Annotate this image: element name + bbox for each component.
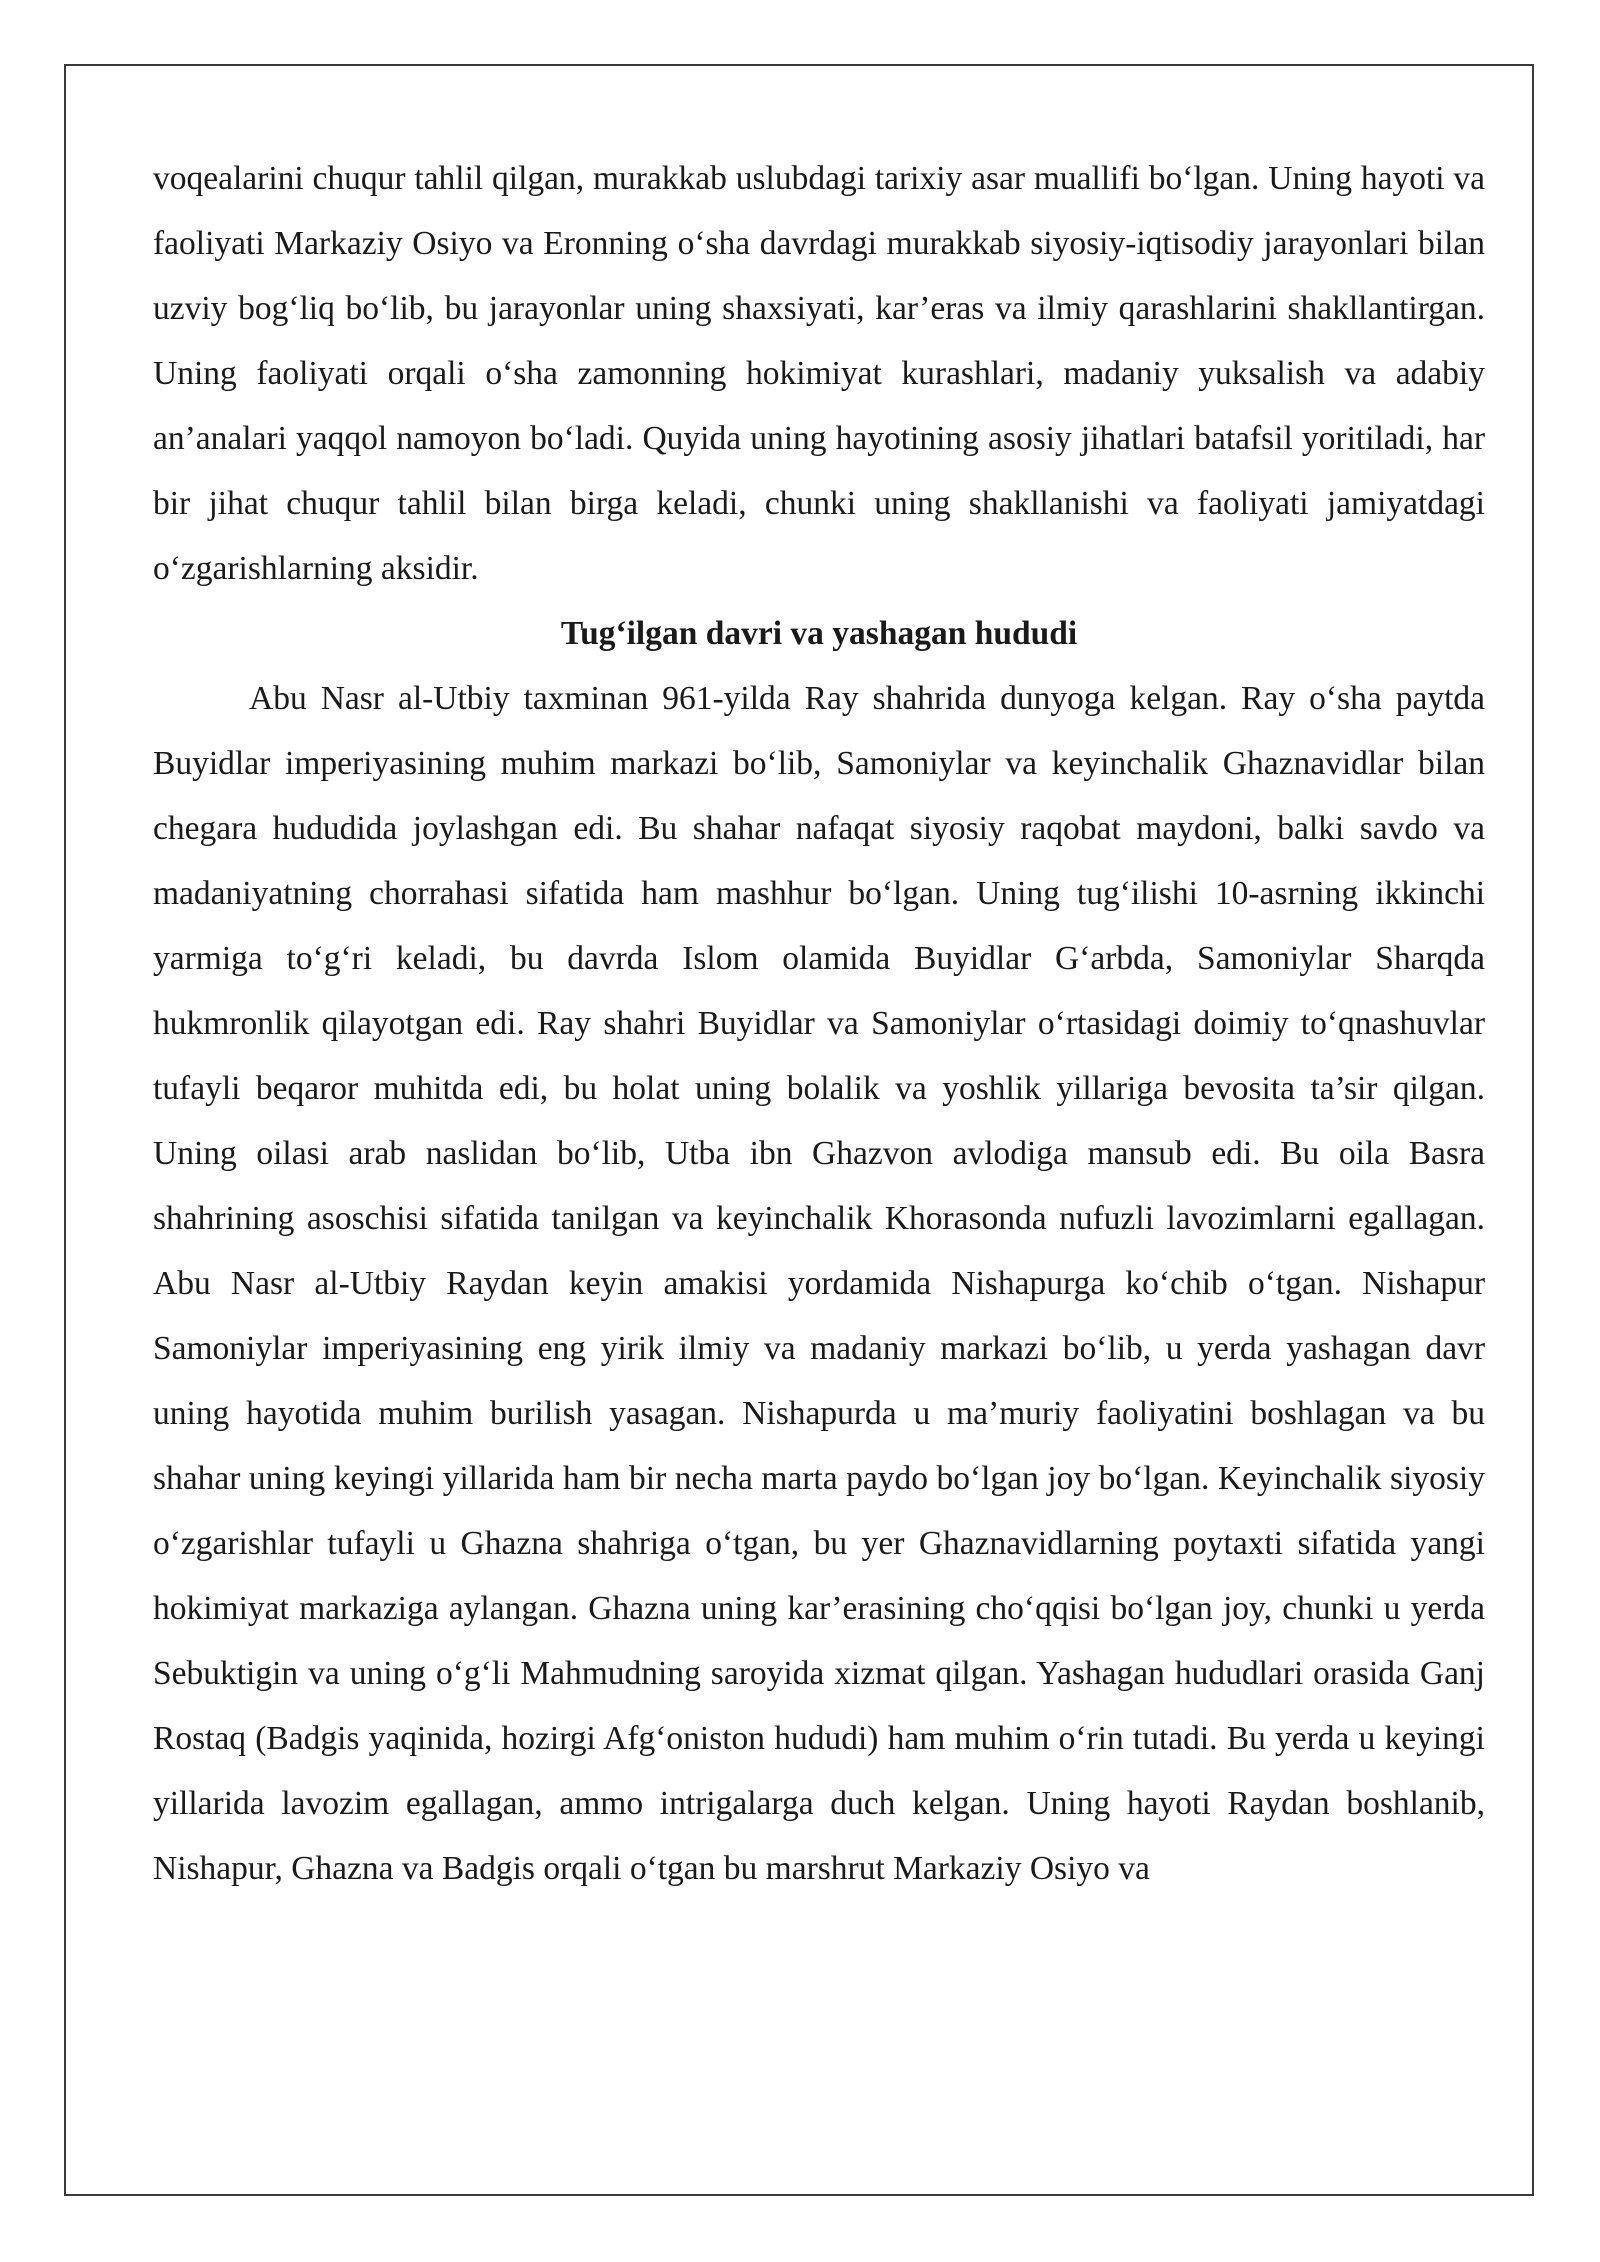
body-paragraph: Abu Nasr al-Utbiy taxminan 961-yilda Ray shahrida dunyoga kelgan. Ray oʻsha paytda Buyidlar imperiyasining muhim markazi boʻlib, Samoniylar va keyinchalik Ghaznavidlar bilan chegara hududida joylashgan edi. Bu shahar nafaqat siyosiy raqobat maydoni, balki savdo va madaniyatning chorrahasi sifatida ham mashhur boʻlgan. Uning tugʻilishi 10-asrning ikkinchi yarmiga toʻgʻri keladi, bu davrda Islom olamida Buyidlar Gʻarbda, Samoniylar Sharqda hukmronlik qilayotgan edi. Ray shahri Buyidlar va Samoniylar oʻrtasidagi doimiy toʻqnashuvlar tufayli beqaror muhitda edi, bu holat uning bolalik va yoshlik yillariga bevosita ta’sir qilgan. Uning oilasi arab naslidan boʻlib, Utba ibn Ghazvon avlodiga mansub edi. Bu oila Basra shahrining asoschisi sifatida tanilgan va keyinchalik Khorasonda nufuzli lavozimlarni egallagan. Abu Nasr al-Utbiy Raydan keyin amakisi yordamida Nishapurga koʻchib oʻtgan. Nishapur Samoniylar imperiyasining eng yirik ilmiy va madaniy markazi boʻlib, u yerda yashagan davr uning hayotida muhim burilish yasagan. Nishapurda u ma’muriy faoliyatini boshlagan va bu shahar uning keyingi yillarida ham bir necha marta paydo boʻlgan joy boʻlgan. Keyinchalik siyosiy oʻzgarishlar tufayli u Ghazna shahriga oʻtgan, bu yer Ghaznavidlarning poytaxti sifatida yangi hokimiyat markaziga aylangan. Ghazna uning kar’erasining choʻqqisi boʻlgan joy, chunki u yerda Sebuktigin va uning oʻgʻli Mahmudning saroyida xizmat qilgan. Yashagan hududlari orasida Ganj Rostaq (Badgis yaqinida, hozirgi Afgʻoniston hududi) ham muhim oʻrin tutadi. Bu yerda u keyingi yillarida lavozim egallagan, ammo intrigalarga duch kelgan. Uning hayoti Raydan boshlanib, Nishapur, Ghazna va Badgis orqali oʻtgan bu marshrut Markaziy Osiyo va [153, 680, 1485, 1887]
section-heading: Tugʻilgan davri va yashagan hududi [560, 615, 1078, 652]
body-paragraph: voqealarini chuqur tahlil qilgan, murakkab uslubdagi tarixiy asar muallifi boʻlgan. Uning hayoti va faoliyati Markaziy Osiyo va Eronning oʻsha davrdagi murakkab siyosiy-iqtisodiy jarayonlari bilan uzviy bogʻliq boʻlib, bu jarayonlar uning shaxsiyati, kar’eras va ilmiy qarashlarini shakllantirgan. Uning faoliyati orqali oʻsha zamonning hokimiyat kurashlari, madaniy yuksalish va adabiy an’analari yaqqol namoyon boʻladi. Quyida uning hayotining asosiy jihatlari batafsil yoritiladi, har bir jihat chuqur tahlil bilan birga keladi, chunki uning shakllanishi va faoliyati jamiyatdagi oʻzgarishlarning aksidir. [153, 160, 1485, 587]
document-body [153, 146, 1485, 1901]
